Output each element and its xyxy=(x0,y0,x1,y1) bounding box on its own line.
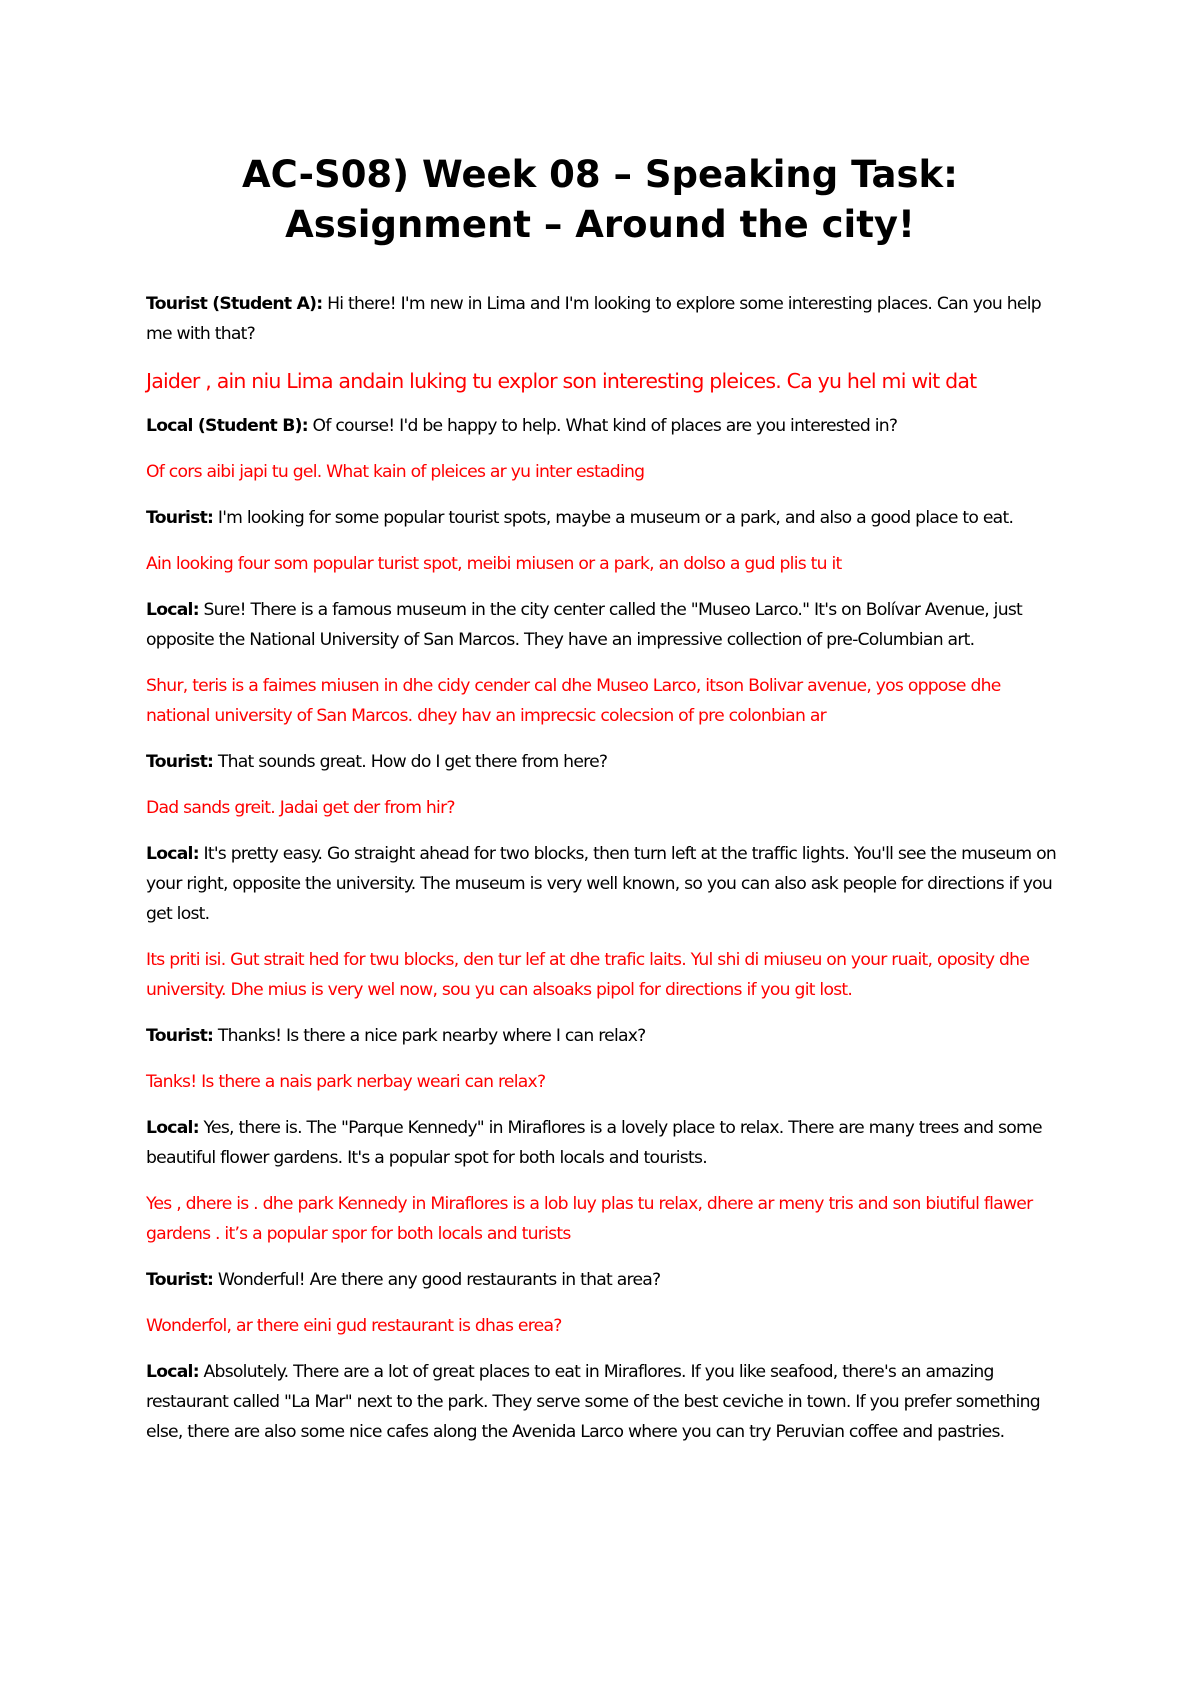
dialogue-paragraph-tourist xyxy=(146,1021,1066,1051)
pronunciation-paragraph: Tanks! Is there a nais park nerbay weari can relax? xyxy=(146,1072,546,1092)
dialogue-paragraph-tourist xyxy=(146,503,1066,533)
speaker-label: Local: xyxy=(146,844,199,864)
dialogue-paragraph-local xyxy=(146,1357,1066,1447)
dialogue-paragraph-local xyxy=(146,595,1066,655)
pronunciation-paragraph: Wonderfol, ar there eini gud restaurant is dhas erea? xyxy=(146,1316,562,1336)
speaker-label: Local: xyxy=(146,1118,199,1138)
dialogue-paragraph-local xyxy=(146,1113,1066,1173)
speaker-label: Tourist: xyxy=(146,508,214,528)
pronunciation-paragraph: Ain looking four som popular turist spot, meibi miusen or a park, an dolso a gud plis tu it xyxy=(146,554,842,574)
pronunciation-paragraph: Dad sands greit. Jadai get der from hir? xyxy=(146,798,455,818)
speaker-label: Tourist (Student A): xyxy=(146,294,323,314)
speaker-label: Local: xyxy=(146,600,199,620)
dialogue-paragraph-tourist xyxy=(146,747,1066,777)
dialogue-paragraph-local xyxy=(146,839,1066,929)
dialogue-text: Sure! There is a famous museum in the city center called the "Museo Larco." It's on Bolívar Avenue, just opposite the National University of San Marcos. They have an impressive collection of pre-Columbian art. xyxy=(146,600,1023,650)
speaker-label: Local: xyxy=(146,1362,199,1382)
dialogue-paragraph-local xyxy=(146,411,1066,441)
speaker-label: Tourist: xyxy=(146,1270,214,1290)
dialogue-text: Wonderful! Are there any good restaurants in that area? xyxy=(213,1270,661,1290)
speaker-label: Tourist: xyxy=(146,1026,214,1046)
title-line-1: AC-S08) Week 08 – Speaking Task: xyxy=(242,153,958,196)
speaker-label: Tourist: xyxy=(146,752,214,772)
pronunciation-paragraph: Of cors aibi japi tu gel. What kain of pleices ar yu inter estading xyxy=(146,462,645,482)
dialogue-body xyxy=(146,289,1066,1463)
pronunciation-paragraph: Shur, teris is a faimes miusen in dhe cidy cender cal dhe Museo Larco, itson Bolivar avenue, yos oppose dhe national university of San Marcos. dhey hav an imprecsic colecsion of pre colonbian ar xyxy=(146,676,1001,726)
dialogue-text: I'm looking for some popular tourist spots, maybe a museum or a park, and also a good place to eat. xyxy=(213,508,1014,528)
dialogue-text: That sounds great. How do I get there from here? xyxy=(213,752,608,772)
pronunciation-paragraph: Yes , dhere is . dhe park Kennedy in Miraflores is a lob luy plas tu relax, dhere ar meny tris and son biutiful flawer gardens . it’s a popular spor for both locals and turists xyxy=(146,1194,1033,1244)
dialogue-paragraph-tourist xyxy=(146,1265,1066,1295)
dialogue-paragraph-tourist xyxy=(146,289,1066,349)
dialogue-text: Absolutely. There are a lot of great places to eat in Miraflores. If you like seafood, there's an amazing restaurant called "La Mar" next to the park. They serve some of the best ceviche in town. If you prefer something else, there are also some nice cafes along the Avenida Larco where you can try Peruvian coffee and pastries. xyxy=(146,1362,1040,1442)
title-line-2: Assignment – Around the city! xyxy=(285,203,915,246)
pronunciation-paragraph: Jaider , ain niu Lima andain luking tu explor son interesting pleices. Ca yu hel mi wit dat xyxy=(146,369,977,393)
speaker-label: Local (Student B): xyxy=(146,416,308,436)
dialogue-text: Of course! I'd be happy to help. What kind of places are you interested in? xyxy=(307,416,898,436)
dialogue-text: Thanks! Is there a nice park nearby where I can relax? xyxy=(213,1026,646,1046)
pronunciation-paragraph: Its priti isi. Gut strait hed for twu blocks, den tur lef at dhe trafic laits. Yul shi di miuseu on your ruait, oposity dhe university. Dhe mius is very wel now, sou yu can alsoaks pipol for directions if you git lost. xyxy=(146,950,1030,1000)
dialogue-text: Yes, there is. The "Parque Kennedy" in Miraflores is a lovely place to relax. There are many trees and some beautiful flower gardens. It's a popular spot for both locals and tourists. xyxy=(146,1118,1042,1168)
dialogue-text: It's pretty easy. Go straight ahead for two blocks, then turn left at the traffic lights. You'll see the museum on your right, opposite the university. The museum is very well known, so you can also ask people for directions if you get lost. xyxy=(146,844,1056,924)
document-title xyxy=(0,150,1200,250)
dialogue-text: Hi there! I'm new in Lima and I'm looking to explore some interesting places. Can you help me with that? xyxy=(146,294,1041,344)
